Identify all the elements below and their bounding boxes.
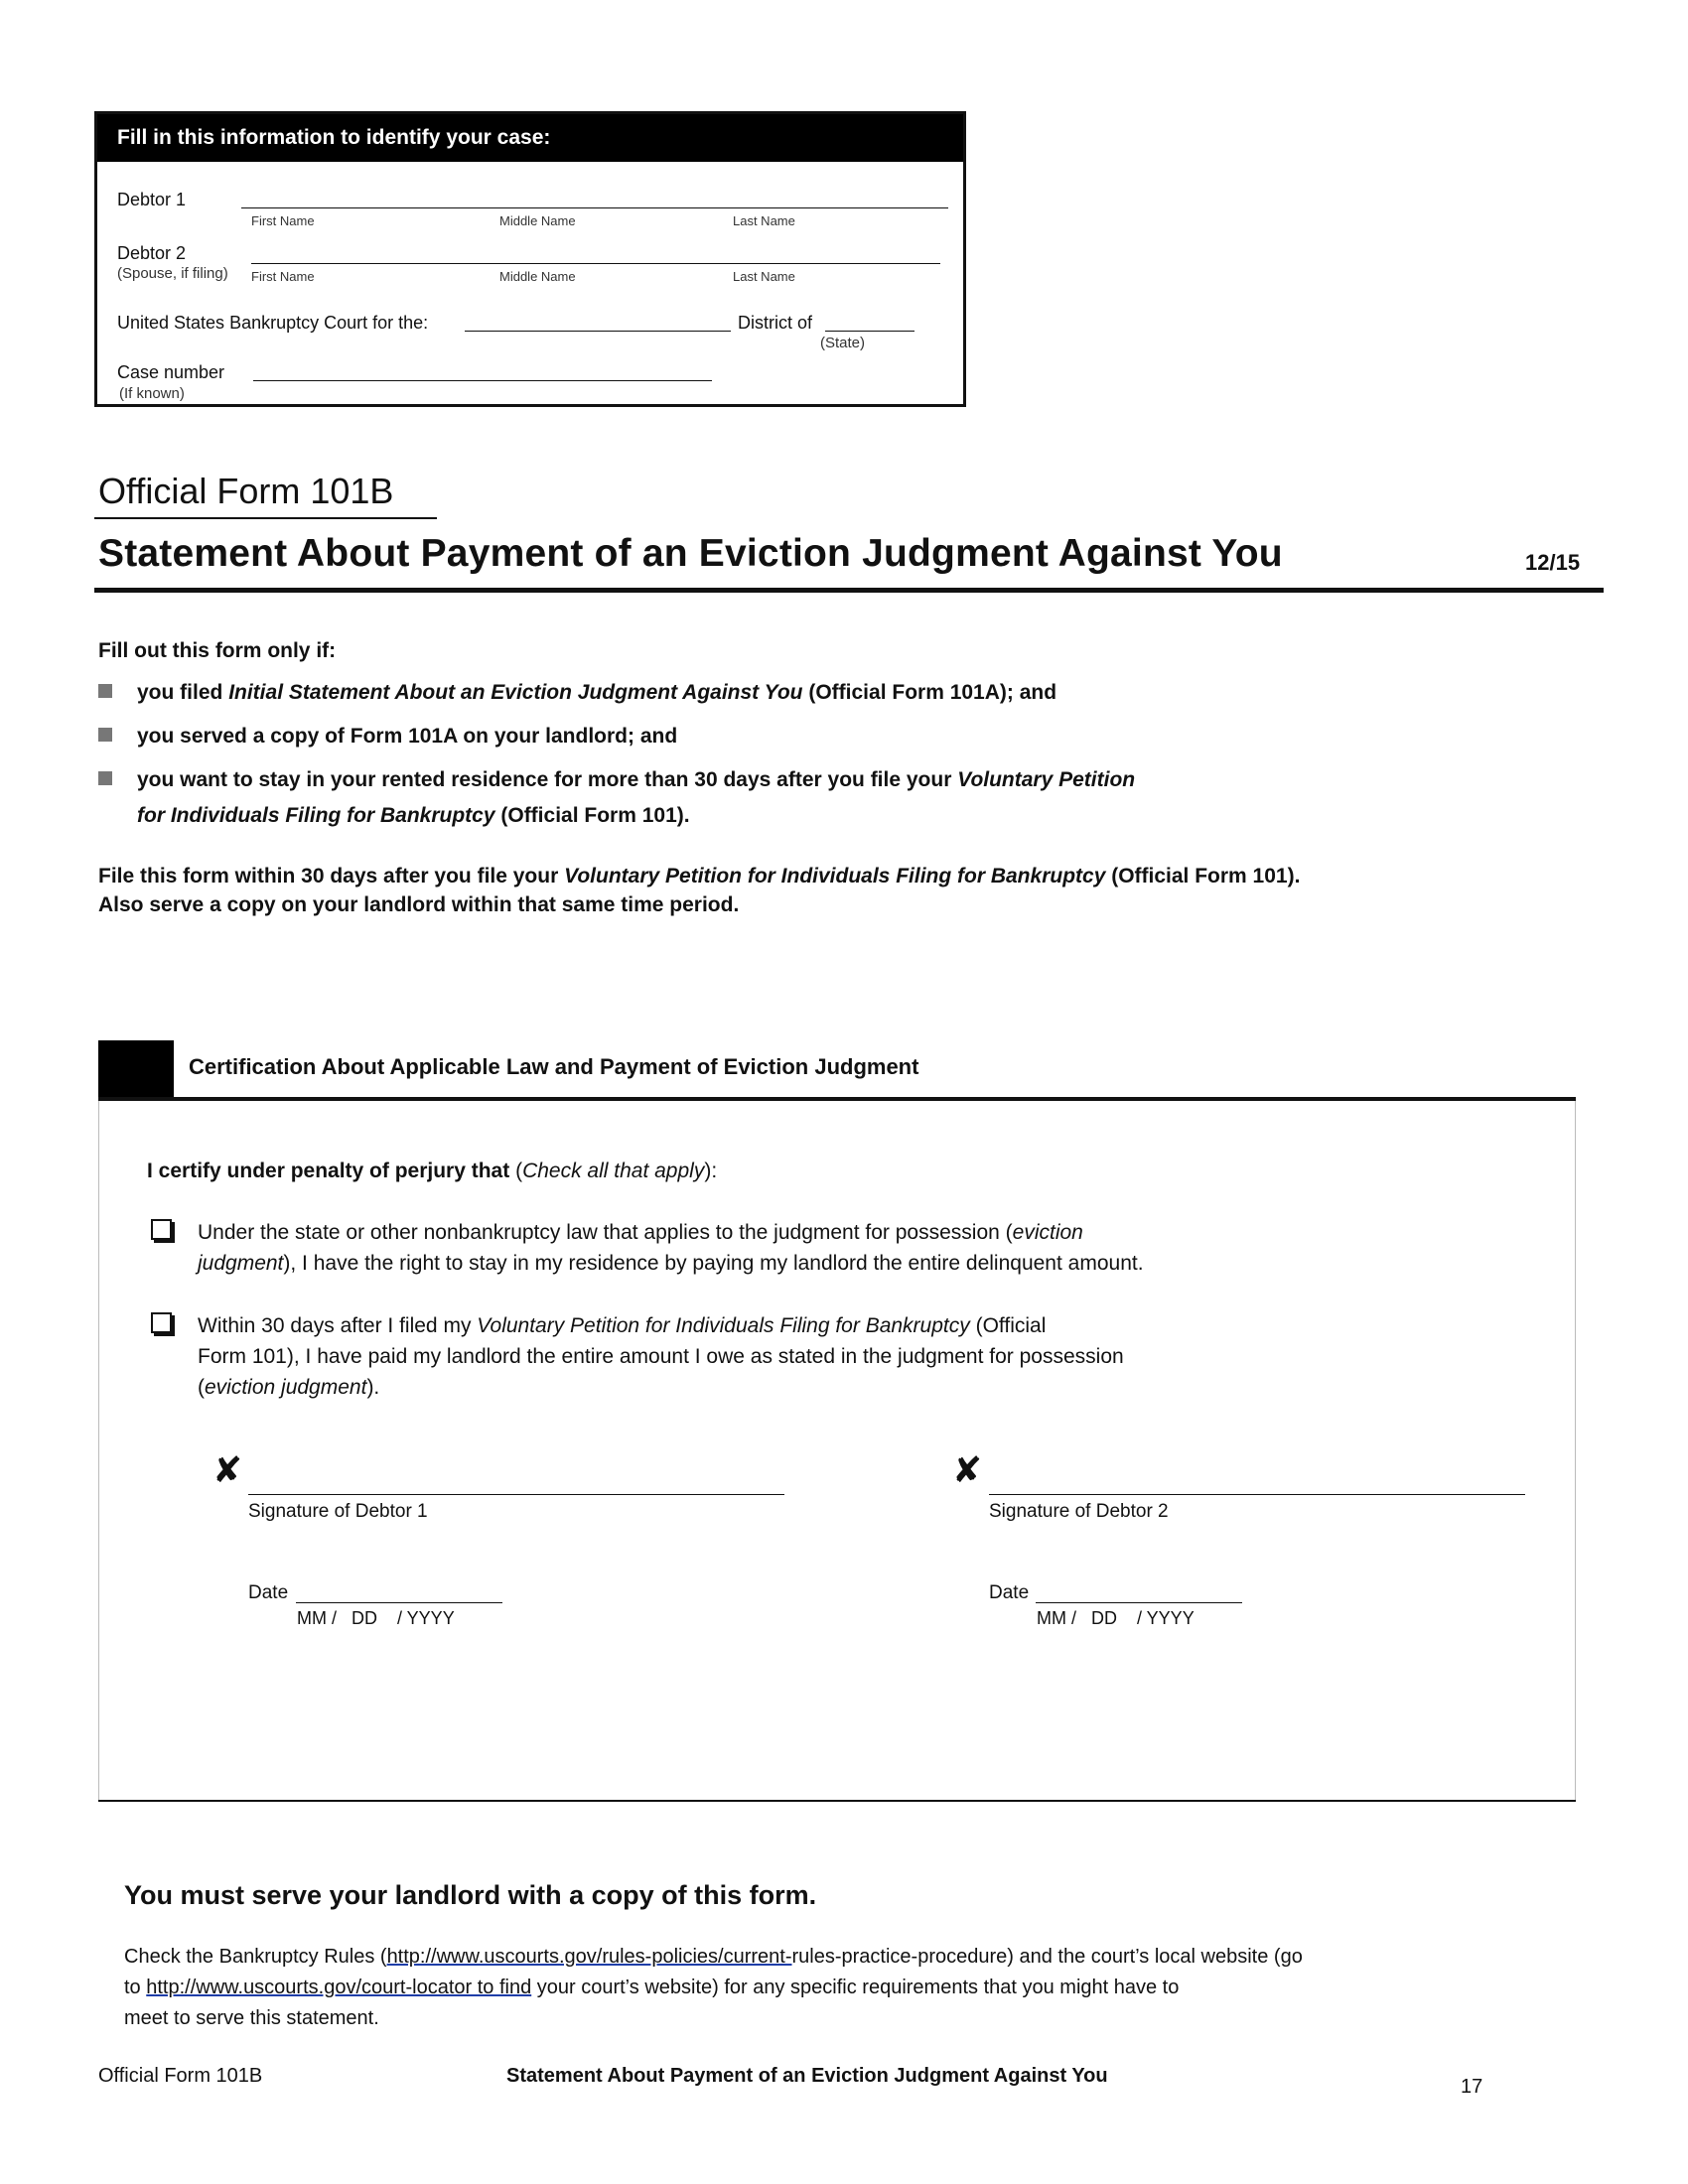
debtor2-label: Debtor 2 bbox=[117, 243, 187, 263]
debtor1-first-name-caption: First Name bbox=[251, 213, 315, 228]
debtor2-name-field[interactable] bbox=[251, 263, 940, 264]
bullet-square-icon bbox=[98, 771, 112, 785]
date-debtor-2-format: MM / DD / YYYY bbox=[1037, 1608, 1195, 1628]
serve-landlord-heading: You must serve your landlord with a copy of this form. bbox=[124, 1880, 817, 1910]
sign-here-x-icon: ✘ bbox=[952, 1449, 983, 1490]
title-rule bbox=[94, 588, 1604, 593]
date-debtor-2-field[interactable] bbox=[1036, 1602, 1242, 1603]
signature-debtor-1-label: Signature of Debtor 1 bbox=[248, 1501, 428, 1522]
signature-debtor-2-label: Signature of Debtor 2 bbox=[989, 1501, 1169, 1522]
part-tab bbox=[98, 1040, 174, 1100]
debtor1-last-name-caption: Last Name bbox=[733, 213, 795, 228]
court-label: United States Bankruptcy Court for the: bbox=[117, 313, 429, 333]
court-locator-link[interactable]: http://www.uscourts.gov/court-locator to find bbox=[146, 1977, 532, 1998]
bankruptcy-rules-link[interactable]: http://www.uscourts.gov/rules-policies/current- bbox=[386, 1946, 792, 1968]
form-number: Official Form 101B bbox=[98, 471, 394, 511]
date-debtor-1-field[interactable] bbox=[296, 1602, 502, 1603]
option-1-text: Under the state or other nonbankruptcy law that applies to the judgment for possession (eviction judgment), I have the right to stay in my residence by paying my landlord the entire delinquent amount. bbox=[198, 1221, 1144, 1275]
part-bottom-rule bbox=[98, 1800, 1576, 1802]
case-info-box bbox=[94, 111, 966, 407]
signature-debtor-1-field[interactable] bbox=[248, 1494, 784, 1495]
debtor2-spouse-note: (Spouse, if filing) bbox=[117, 265, 228, 282]
date-debtor-2-label: Date bbox=[989, 1582, 1030, 1603]
case-number-note: (If known) bbox=[119, 385, 185, 402]
bullet-square-icon bbox=[98, 684, 112, 698]
intro-bullet-1: you filed Initial Statement About an Eviction Judgment Against You (Official Form 101A); and bbox=[137, 681, 1057, 704]
page-number: 17 bbox=[1461, 2076, 1483, 2098]
footer-form-number: Official Form 101B bbox=[98, 2065, 263, 2087]
signature-debtor-2-field[interactable] bbox=[989, 1494, 1525, 1495]
district-label: District of bbox=[738, 313, 813, 333]
case-box-header: Fill in this information to identify your case: bbox=[97, 114, 963, 162]
option-1-checkbox[interactable] bbox=[151, 1219, 172, 1240]
debtor2-first-name-caption: First Name bbox=[251, 269, 315, 284]
court-field[interactable] bbox=[465, 331, 731, 332]
footer-title: Statement About Payment of an Eviction Judgment Against You bbox=[506, 2065, 1108, 2087]
debtor1-name-field[interactable] bbox=[241, 207, 948, 208]
district-field[interactable] bbox=[825, 331, 914, 332]
date-debtor-1-label: Date bbox=[248, 1582, 289, 1603]
bullet-square-icon bbox=[98, 728, 112, 742]
case-number-field[interactable] bbox=[253, 380, 712, 381]
date-debtor-1-format: MM / DD / YYYY bbox=[297, 1608, 455, 1628]
intro-bullet-3: you want to stay in your rented residence for more than 30 days after you file your Voluntary Petition for Individuals Filing for Bankruptcy (Official Form 101). bbox=[137, 768, 1136, 827]
debtor1-label: Debtor 1 bbox=[117, 190, 187, 209]
intro-bullet-2: you served a copy of Form 101A on your landlord; and bbox=[137, 725, 678, 748]
sign-here-x-icon: ✘ bbox=[212, 1449, 243, 1490]
form-number-underline bbox=[94, 517, 437, 519]
debtor2-middle-name-caption: Middle Name bbox=[499, 269, 576, 284]
certify-statement: I certify under penalty of perjury that (Check all that apply): bbox=[147, 1160, 718, 1182]
debtor1-middle-name-caption: Middle Name bbox=[499, 213, 576, 228]
state-caption: (State) bbox=[820, 335, 866, 351]
case-number-label: Case number bbox=[117, 362, 225, 382]
file-instructions: File this form within 30 days after you file your Voluntary Petition for Individuals Filing for Bankruptcy (Official Form 101). Also serve a copy on your landlord within that same time period. bbox=[98, 865, 1301, 916]
debtor2-last-name-caption: Last Name bbox=[733, 269, 795, 284]
part-title: Certification About Applicable Law and Payment of Eviction Judgment bbox=[189, 1054, 919, 1079]
form-revision: 12/15 bbox=[1525, 550, 1581, 575]
intro-lead: Fill out this form only if: bbox=[98, 639, 337, 662]
part-box bbox=[98, 1101, 1576, 1801]
option-2-checkbox[interactable] bbox=[151, 1312, 172, 1333]
option-2-text: Within 30 days after I filed my Voluntary Petition for Individuals Filing for Bankruptcy (Official Form 101), I have paid my landlord the entire amount I owe as stated in the judgment for possession (eviction judgment). bbox=[198, 1314, 1124, 1399]
form-title: Statement About Payment of an Eviction Judgment Against You bbox=[98, 532, 1283, 575]
serve-instructions: Check the Bankruptcy Rules (http://www.uscourts.gov/rules-policies/current-rules-practice-procedure) and the court’s local website (go to http://www.uscourts.gov/court-locator to find your court’s website) for any specific requirements that you might have to meet to serve this statement. bbox=[124, 1946, 1303, 2029]
